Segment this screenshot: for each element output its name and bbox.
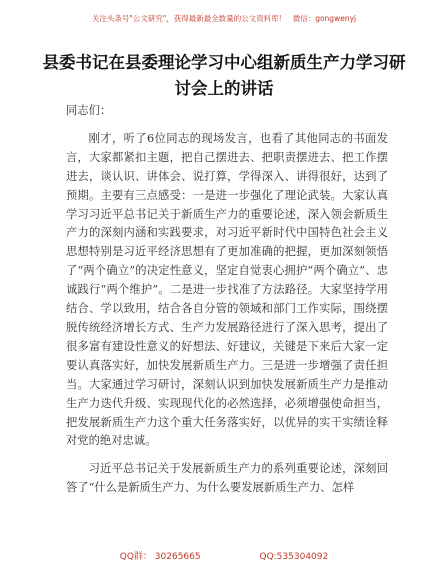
footer-qq-group: QQ群： 30265665 <box>119 552 201 562</box>
document-body <box>66 102 388 507</box>
footer-contact <box>0 549 448 562</box>
greeting: 同志们： <box>66 104 112 117</box>
header-promo-note <box>0 13 448 24</box>
paragraph: 习近平总书记关于发展新质生产力的系列重要论述，深刻回答了“什么是新质生产力、为什么要发展新质生产力、怎样 <box>66 462 388 495</box>
footer-qq: QQ:535304092 <box>259 552 329 562</box>
paragraph: 刚才，听了6位同志的现场发言，也看了其他同志的书面发言，大家都紧扣主题，把自己摆进去、把职责摆进去、把工作摆进去，谈认识、讲体会、说打算，学得深入、讲得很好，达到了预期。主要有三点感受：一是进一步强化了理论武装。大家认真学习习近平总书记关于新质生产力的重要论述，深入领会新质生产力的深刻内涵和实践要求，对习近平新时代中国特色社会主义思想特别是习近平经济思想有了更加准确的把握，更加深刻领悟了“两个确立”的决定性意义，坚定自觉衷心拥护“两个确立”、忠诚践行“两个维护”。二是进一步找准了方法路径。大家坚持学用结合、学以致用，结合各自分管的领域和部门工作实际，围绕摆脱传统经济增长方式、生产力发展路径进行了深入思考，提出了很多富有建设性意义的好想法、好建议，关键是下来后大家一定要认真落实好，加快发展新质生产力。三是进一步增强了责任担当。大家通过学习研讨，深刻认识到加快发展新质生产力是推动生产力迭代升级、实现现代化的必然选择，必须增强使命担当，把发展新质生产力这个重大任务落实好，以优异的实干实绩诠释对党的绝对忠诚。 <box>66 131 388 448</box>
header-promo-text: 关注头条号"公文研究"，获得最新最全数量的公文资料库！ <box>91 14 287 23</box>
document-title: 县委书记在县委理论学习中心组新质生产力学习研讨会上的讲话 <box>42 53 406 98</box>
header-wechat-text: 微信：gongwenyj <box>292 14 357 23</box>
